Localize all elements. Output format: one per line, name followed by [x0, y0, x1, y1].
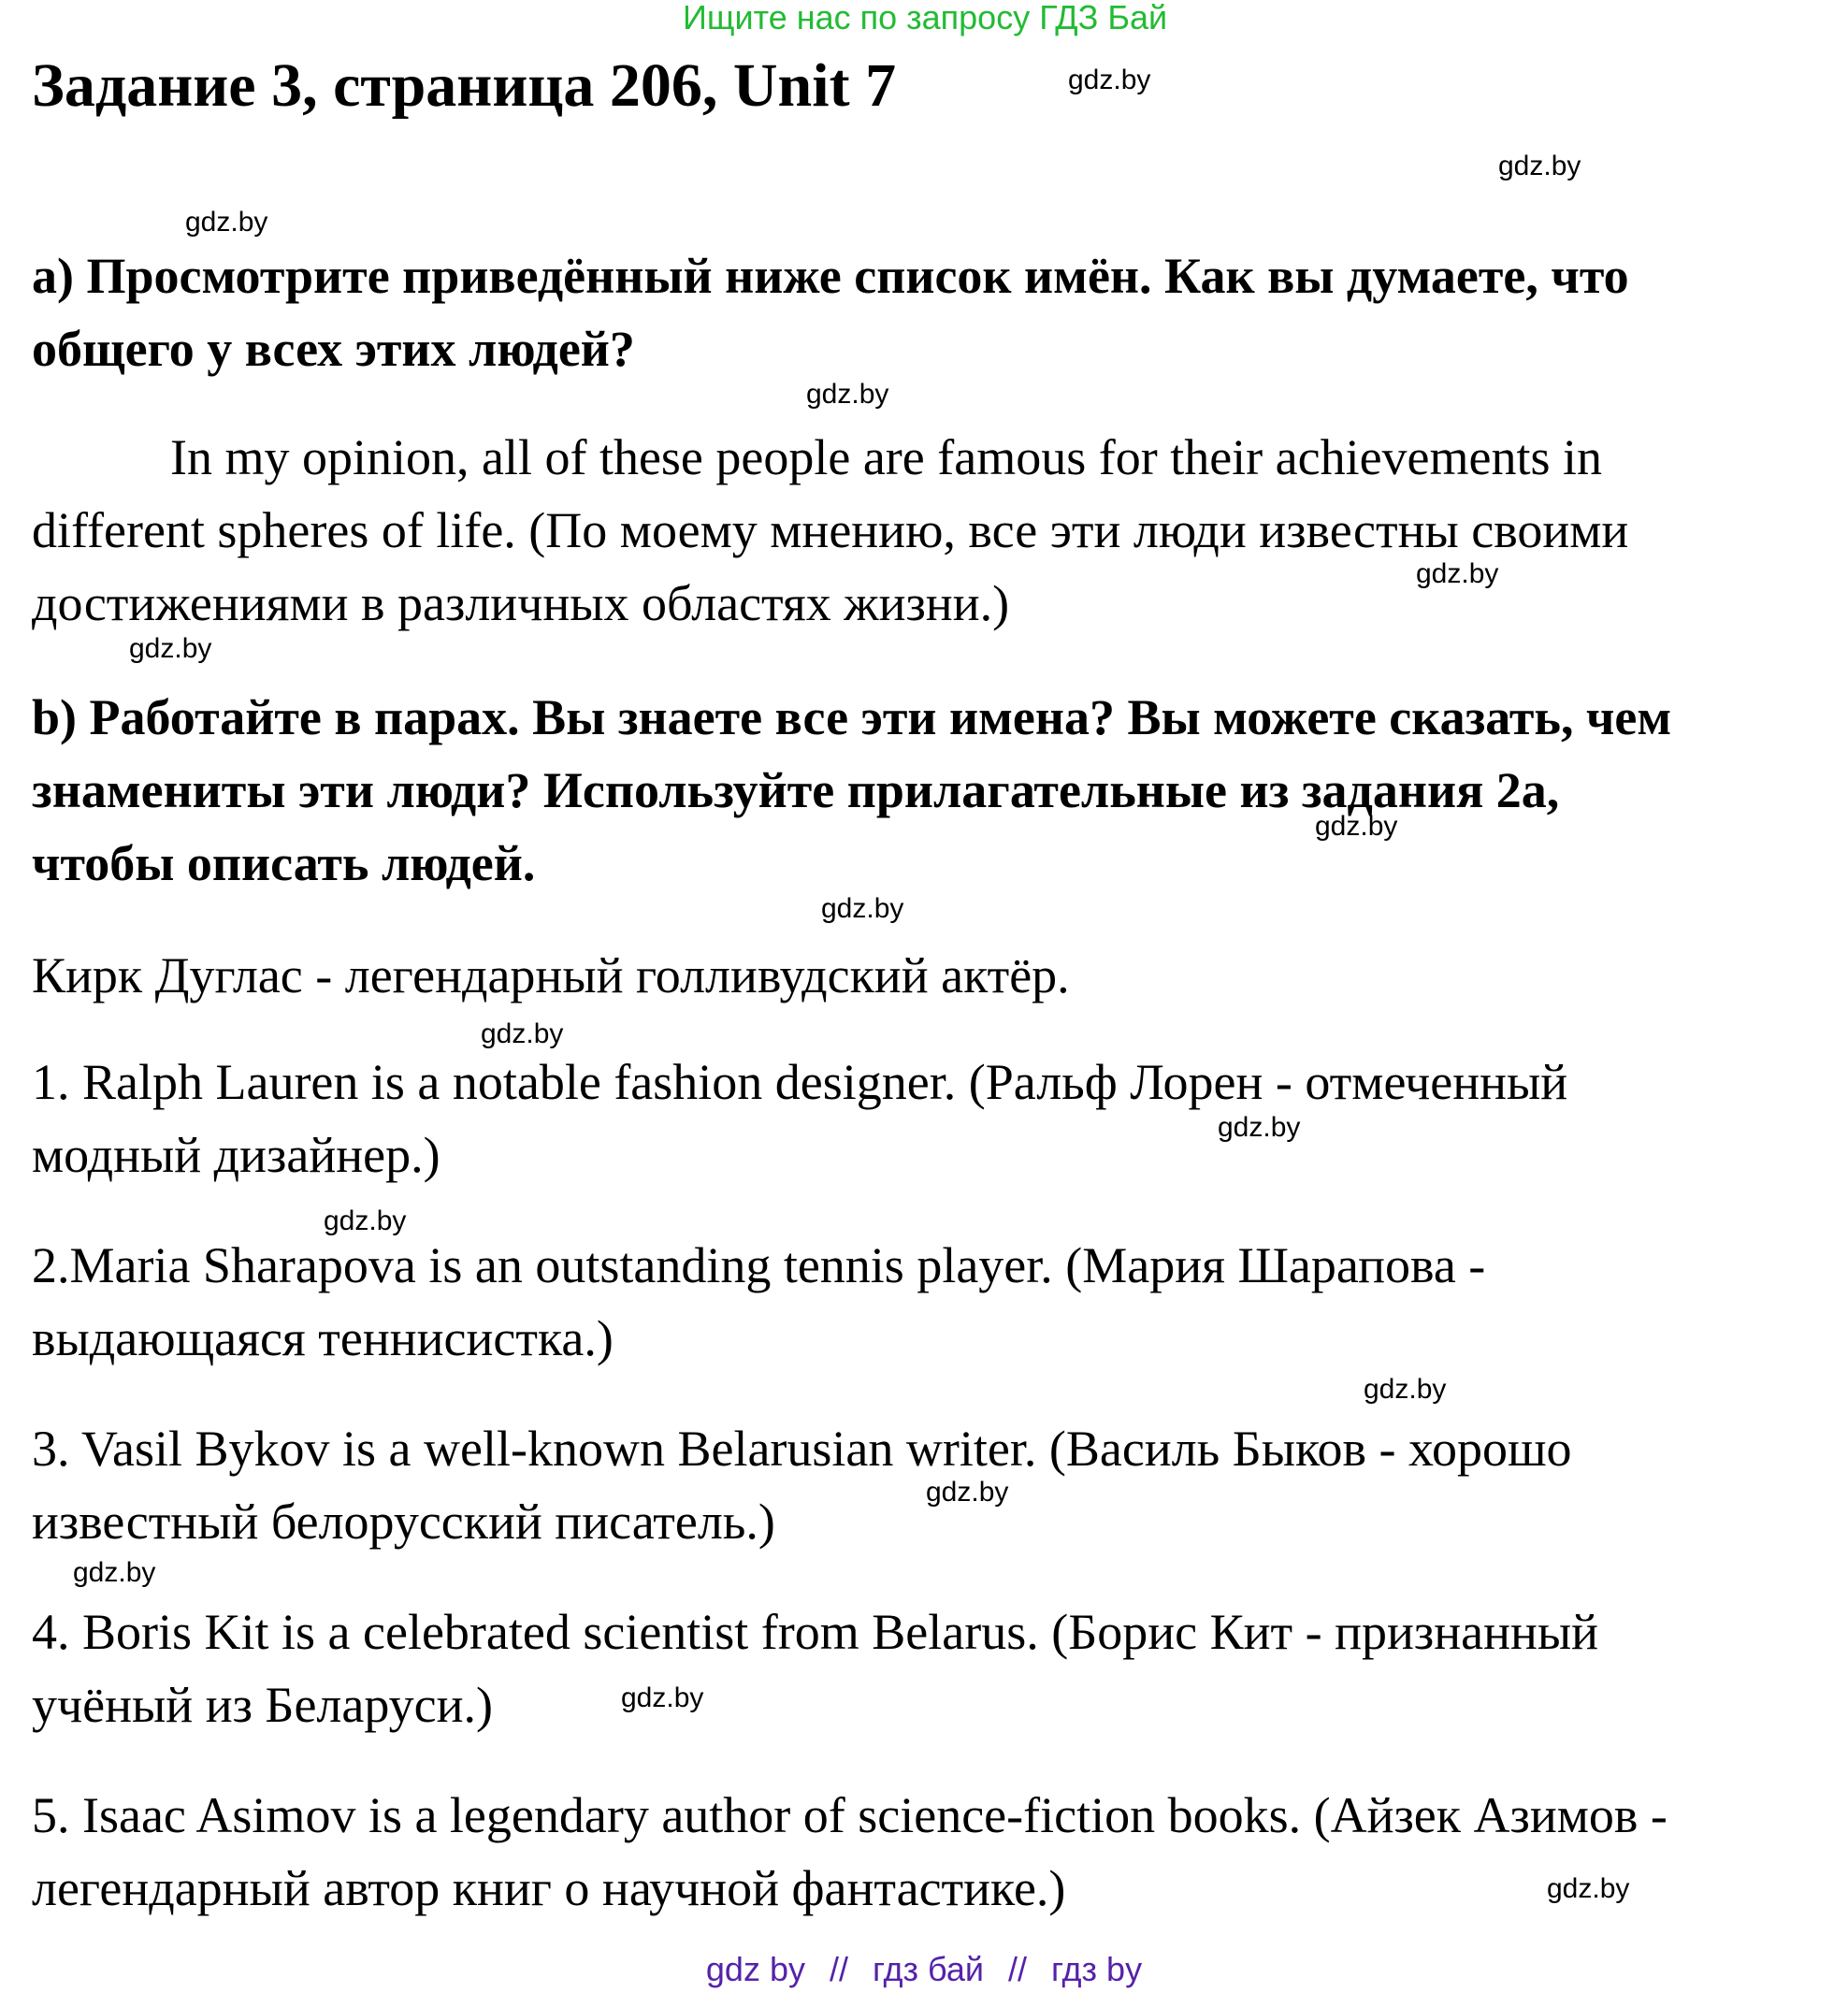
answer-item-4 [32, 1595, 1598, 1741]
answer-item-2 [32, 1229, 1485, 1375]
answer-item-5 [32, 1779, 1668, 1925]
task-b-instruction [32, 681, 1671, 900]
watermark: gdz.by [73, 1557, 156, 1588]
watermark: gdz.by [1364, 1374, 1447, 1405]
footer-link[interactable]: гдз by [1051, 1950, 1143, 1988]
watermark: gdz.by [1218, 1112, 1301, 1143]
task-a-line: a) Просмотрите приведённый ниже список имён. Как вы думаете, что [32, 248, 1629, 304]
footer-separator: // [1008, 1950, 1028, 1988]
page-title: Задание 3, страница 206, Unit 7 [32, 51, 897, 120]
watermark: gdz.by [129, 633, 212, 664]
example-sentence: Кирк Дуглас - легендарный голливудский актёр. [32, 947, 1070, 1003]
answer-a-line: different spheres of life. (По моему мнению, все эти люди известны своими [32, 502, 1629, 558]
footer-separator: // [830, 1950, 849, 1988]
watermark: gdz.by [481, 1018, 564, 1049]
watermark: gdz.by [806, 379, 889, 410]
task-b-line: b) Работайте в парах. Вы знаете все эти имена? Вы можете сказать, чем [32, 689, 1672, 745]
watermark: gdz.by [185, 207, 268, 238]
answer-item-1 [32, 1046, 1567, 1191]
answer-line: модный дизайнер.) [32, 1127, 440, 1183]
watermark: gdz.by [821, 893, 904, 924]
watermark: gdz.by [621, 1682, 704, 1713]
answer-line: выдающаяся теннисистка.) [32, 1310, 614, 1366]
answer-item-3 [32, 1412, 1572, 1558]
task-a-line: общего у всех этих людей? [32, 321, 635, 377]
answer-line: 3. Vasil Bykov is a well-known Belarusian writer. (Василь Быков - хорошо [32, 1421, 1572, 1477]
answer-line: 1. Ralph Lauren is a notable fashion designer. (Ральф Лорен - отмеченный [32, 1054, 1568, 1110]
task-b-line: чтобы описать людей. [32, 835, 536, 891]
watermark: gdz.by [1068, 65, 1151, 95]
answer-line: 4. Boris Kit is a celebrated scientist from Belarus. (Борис Кит - признанный [32, 1604, 1599, 1660]
answer-line: 2.Maria Sharapova is an outstanding tennis player. (Мария Шарапова - [32, 1237, 1486, 1293]
footer-links [0, 1951, 1848, 1988]
watermark: gdz.by [1416, 558, 1499, 589]
answer-a-line: In my opinion, all of these people are famous for their achievements in [170, 429, 1603, 485]
answer-line: легендарный автор книг о научной фантастике.) [32, 1860, 1066, 1916]
watermark: gdz.by [324, 1205, 407, 1236]
watermark: gdz.by [1498, 151, 1581, 181]
watermark: gdz.by [1315, 811, 1398, 842]
answer-line: известный белорусский писатель.) [32, 1494, 775, 1550]
answer-line: учёный из Беларуси.) [32, 1677, 493, 1733]
answer-line: 5. Isaac Asimov is a legendary author of science-fiction books. (Айзек Азимов - [32, 1787, 1668, 1843]
answer-a-paragraph [32, 421, 1628, 640]
task-a-instruction [32, 239, 1629, 385]
search-banner: Ищите нас по запросу ГДЗ Бай [683, 0, 1168, 36]
watermark: gdz.by [1547, 1873, 1630, 1904]
task-b-line: знамениты эти люди? Используйте прилагательные из задания 2а, [32, 762, 1560, 818]
watermark: gdz.by [926, 1477, 1009, 1508]
answer-a-line: достижениями в различных областях жизни.) [32, 575, 1010, 631]
footer-link[interactable]: гдз бай [873, 1950, 984, 1988]
footer-link[interactable]: gdz by [705, 1950, 805, 1988]
